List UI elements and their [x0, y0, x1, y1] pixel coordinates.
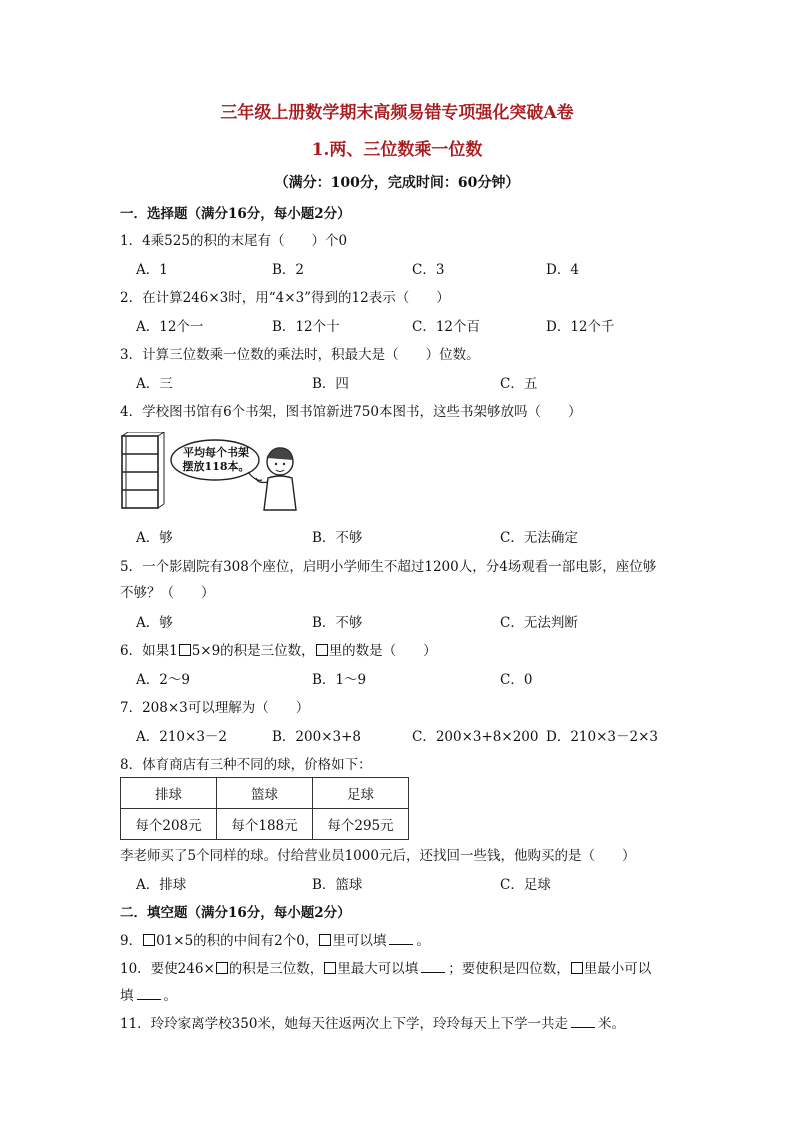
answer-blank[interactable]	[421, 960, 445, 973]
q9-end: 。	[416, 933, 430, 949]
q1-option-b: B．2	[272, 262, 305, 278]
q6-pre: 6．如果1	[120, 643, 178, 659]
question-5-line-2: 不够？（ ）	[120, 585, 215, 601]
q2-expr: 246×3	[182, 290, 229, 306]
q7-option-d: D．210×3－2×3	[546, 729, 658, 745]
table-cell-football-price: 每个295元	[313, 809, 409, 840]
q5-option-b: B．不够	[312, 615, 363, 631]
question-10-line-2	[120, 984, 177, 1004]
question-10-line-1	[120, 957, 651, 977]
q2-option-d: D．12个千	[546, 319, 615, 335]
answer-blank[interactable]	[571, 1015, 595, 1028]
q8-option-c: C．足球	[500, 877, 551, 893]
blank-box	[316, 644, 328, 656]
q2-option-b: B．12个十	[272, 319, 340, 335]
q8-option-b: B．篮球	[312, 877, 363, 893]
q1-option-d: D．4	[546, 262, 579, 278]
table-row	[121, 809, 409, 840]
q4-option-b: B．不够	[312, 530, 363, 546]
bubble-line-2: 摆放118本。	[182, 460, 250, 473]
q10-pre: 10．要使246×	[120, 961, 215, 977]
table-cell-basketball-price: 每个188元	[217, 809, 313, 840]
table-header-football: 足球	[313, 778, 409, 809]
question-8: 8．体育商店有三种不同的球，价格如下：	[120, 757, 372, 773]
question-7: 7．208×3可以理解为（ ）	[120, 700, 310, 716]
exam-title: 三年级上册数学期末高频易错专项强化突破A卷	[220, 103, 574, 123]
q3-option-a: A．三	[136, 376, 173, 392]
question-5-line-1: 5．一个影剧院有308个座位，启明小学师生不超过1200人，分4场观看一部电影，座位够	[120, 559, 657, 575]
q3-option-c: C．五	[500, 376, 538, 392]
speech-bubble-text	[176, 446, 256, 474]
answer-blank[interactable]	[137, 987, 161, 1000]
q6-option-b: B．1～9	[312, 672, 367, 688]
question-8-followup: 李老师买了5个同样的球。付给营业员1000元后，还找回一些钱，他购买的是（ ）	[120, 848, 636, 864]
q2-pre: 2．在计算	[120, 290, 183, 306]
table-cell-volleyball-price: 每个208元	[121, 809, 217, 840]
q2-option-a: A．12个一	[136, 319, 204, 335]
q2-post: 时，用“4×3”得到的12表示（ ）	[228, 290, 450, 306]
blank-box	[324, 962, 336, 974]
q10-line2-pre: 填	[120, 988, 134, 1004]
q3-option-b: B．四	[312, 376, 349, 392]
table-header-basketball: 篮球	[217, 778, 313, 809]
q10-mid: 的积是三位数，	[228, 961, 324, 977]
score-info: （满分：100分，完成时间：60分钟）	[274, 175, 520, 191]
q4-option-c: C．无法确定	[500, 530, 578, 546]
section-fill-title: 二．填空题（满分16分，每小题2分）	[120, 905, 351, 921]
question-6	[120, 639, 437, 659]
table-header-volleyball: 排球	[121, 778, 217, 809]
bubble-line-1: 平均每个书架	[183, 446, 249, 459]
blank-box	[319, 934, 331, 946]
q6-post: 5×9的积是三位数，	[191, 643, 315, 659]
question-3: 3．计算三位数乘一位数的乘法时，积最大是（ ）位数。	[120, 347, 480, 363]
q5-option-c: C．无法判断	[500, 615, 578, 631]
q11-end: 米。	[597, 1016, 625, 1032]
q8-option-a: A．排球	[136, 877, 187, 893]
q7-option-a: A．210×3－2	[136, 729, 228, 745]
question-2	[120, 286, 450, 306]
q6-post2: 里的数是（ ）	[328, 643, 437, 659]
topic-title: 1.两、三位数乘一位数	[311, 140, 483, 160]
q9-mid: 01×5的积的中间有2个0，	[156, 933, 319, 949]
answer-blank[interactable]	[389, 932, 413, 945]
table-row	[121, 778, 409, 809]
q2-option-c: C．12个百	[412, 319, 481, 335]
q10-mid4: 里最小可以	[583, 961, 652, 977]
q7-option-c: C．200×3+8×200	[412, 729, 539, 745]
blank-box	[179, 644, 191, 656]
q6-option-a: A．2～9	[136, 672, 190, 688]
q7-option-b: B．200×3+8	[272, 729, 361, 745]
question-11	[120, 1012, 625, 1032]
bookshelf-illustration	[120, 432, 320, 512]
q9-post: 里可以填	[332, 933, 387, 949]
q11-pre: 11．玲玲家离学校350米，她每天往返两次上下学，玲玲每天上下学一共走	[120, 1016, 568, 1032]
question-1: 1．4乘525的积的末尾有（ ）个0	[120, 233, 348, 249]
q1-option-c: C．3	[412, 262, 445, 278]
q9-pre: 9．	[120, 933, 143, 949]
question-4: 4．学校图书馆有6个书架，图书馆新进750本图书，这些书架够放吗（ ）	[120, 404, 582, 420]
q5-option-a: A．够	[136, 615, 173, 631]
q1-option-a: A．1	[136, 262, 168, 278]
q10-end: 。	[163, 988, 177, 1004]
section-choice-title: 一．选择题（满分16分，每小题2分）	[120, 206, 351, 222]
q6-option-c: C．0	[500, 672, 533, 688]
price-table	[120, 777, 409, 840]
q10-mid2: 里最大可以填	[337, 961, 419, 977]
blank-box	[571, 962, 583, 974]
blank-box	[143, 934, 155, 946]
question-9	[120, 929, 430, 949]
blank-box	[216, 962, 228, 974]
q4-option-a: A．够	[136, 530, 173, 546]
q10-mid3: ；要使积是四位数，	[448, 961, 570, 977]
